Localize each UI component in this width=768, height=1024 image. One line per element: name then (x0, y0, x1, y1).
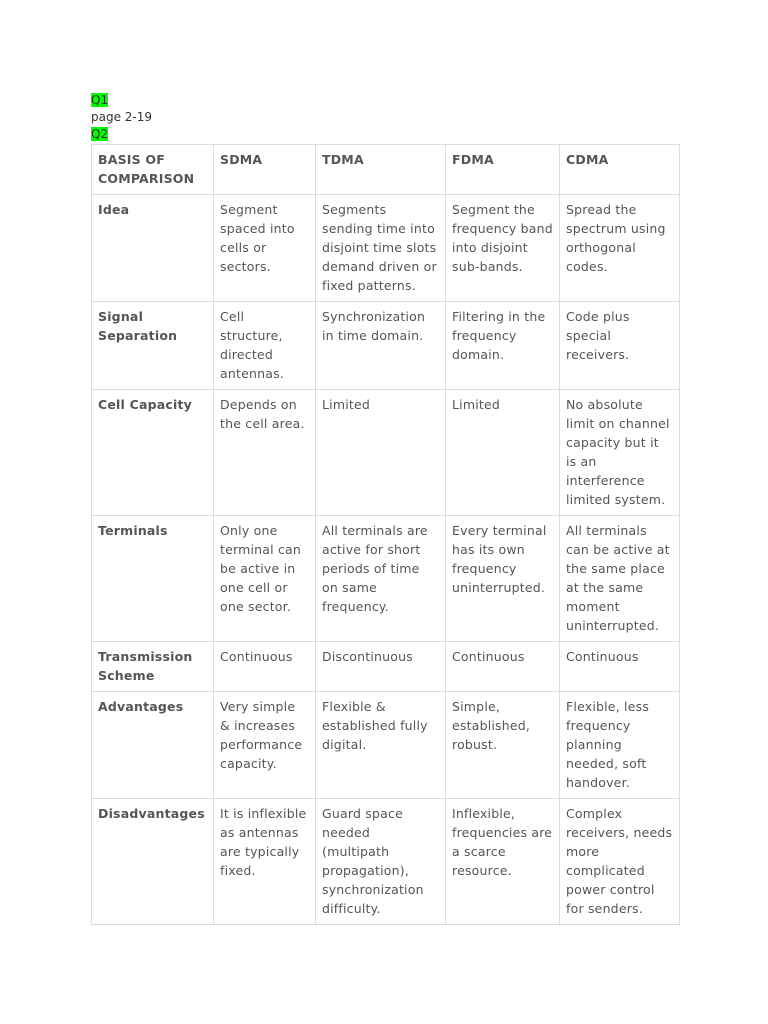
table-cell: Every terminal has its own frequency uninterrupted. (446, 516, 560, 642)
row-header: Cell Capacity (92, 390, 214, 516)
row-header: Idea (92, 195, 214, 302)
row-header: Terminals (92, 516, 214, 642)
q2-line (91, 126, 691, 143)
table-cell: Limited (316, 390, 446, 516)
table-cell: Flexible & established fully digital. (316, 692, 446, 799)
table-row (92, 390, 680, 516)
table-row (92, 799, 680, 925)
table-cell: Segment the frequency band into disjoint sub-bands. (446, 195, 560, 302)
column-header-fdma: FDMA (446, 145, 560, 195)
row-header: Transmission Scheme (92, 642, 214, 692)
q2-label: Q2 (91, 127, 109, 141)
table-cell: Synchronization in time domain. (316, 302, 446, 390)
table-header-row (92, 145, 680, 195)
row-header: Signal Separation (92, 302, 214, 390)
column-header-sdma: SDMA (214, 145, 316, 195)
table-cell: All terminals are active for short periods of time on same frequency. (316, 516, 446, 642)
table-cell: Continuous (560, 642, 680, 692)
column-header-cdma: CDMA (560, 145, 680, 195)
table-cell: Segment spaced into cells or sectors. (214, 195, 316, 302)
table-cell: Limited (446, 390, 560, 516)
table-cell: Very simple & increases performance capacity. (214, 692, 316, 799)
table-cell: No absolute limit on channel capacity but it is an interference limited system. (560, 390, 680, 516)
table-cell: Discontinuous (316, 642, 446, 692)
page-reference: page 2-19 (91, 110, 153, 124)
table-cell: Complex receivers, needs more complicated power control for senders. (560, 799, 680, 925)
table-cell: Code plus special receivers. (560, 302, 680, 390)
table-cell: Continuous (446, 642, 560, 692)
q1-line (91, 92, 691, 109)
table-row (92, 302, 680, 390)
row-header: Advantages (92, 692, 214, 799)
table-row (92, 195, 680, 302)
column-header-basis: BASIS OF COMPARISON (92, 145, 214, 195)
table-row (92, 642, 680, 692)
table-cell: It is inflexible as antennas are typically fixed. (214, 799, 316, 925)
table-cell: Continuous (214, 642, 316, 692)
table-cell: Segments sending time into disjoint time slots demand driven or fixed patterns. (316, 195, 446, 302)
table-cell: All terminals can be active at the same place at the same moment uninterrupted. (560, 516, 680, 642)
table-cell: Simple, established, robust. (446, 692, 560, 799)
table-cell: Depends on the cell area. (214, 390, 316, 516)
column-header-tdma: TDMA (316, 145, 446, 195)
table-cell: Cell structure, directed antennas. (214, 302, 316, 390)
table-cell: Only one terminal can be active in one cell or one sector. (214, 516, 316, 642)
table-cell: Filtering in the frequency domain. (446, 302, 560, 390)
comparison-table (91, 144, 680, 925)
table-cell: Flexible, less frequency planning needed, soft handover. (560, 692, 680, 799)
table-cell: Inflexible, frequencies are a scarce resource. (446, 799, 560, 925)
table-row (92, 692, 680, 799)
table-cell: Spread the spectrum using orthogonal codes. (560, 195, 680, 302)
q1-label: Q1 (91, 93, 109, 107)
row-header: Disadvantages (92, 799, 214, 925)
document-body (91, 92, 691, 925)
table-row (92, 516, 680, 642)
table-cell: Guard space needed (multipath propagation), synchronization difficulty. (316, 799, 446, 925)
